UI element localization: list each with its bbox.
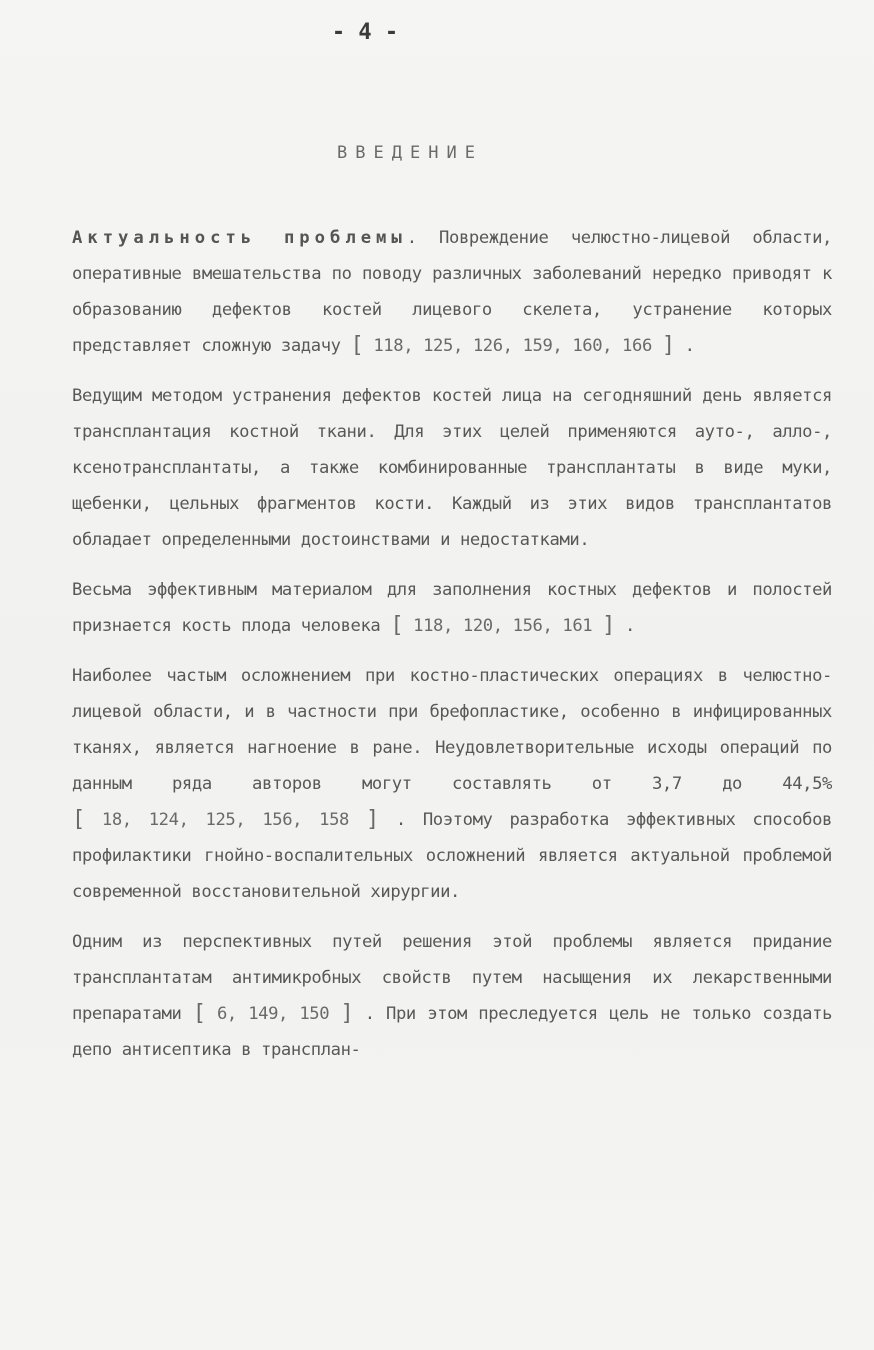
citation-refs: 18, 124, 125, 156, 158 xyxy=(101,810,349,830)
paragraph-text: Ведущим методом устранения дефектов костей лица на сегодняшний день является трансплантация костной ткани. Для этих целей применяются ауто-, алло-, ксенотрансплантаты, а также комбинированные трансплантаты в виде муки, щебенки, цельных фрагментов кости. Каждый из этих видов трансплантатов обладает определенными достоинствами и недостатками. xyxy=(72,386,832,550)
paragraph-perspective xyxy=(72,924,832,1068)
citation: [ 118, 125, 126, 159, 160, 166 ] xyxy=(350,333,675,358)
paragraph-relevance xyxy=(72,220,832,364)
citation-refs: 6, 149, 150 xyxy=(216,1004,330,1024)
paragraph-text: Наиболее частым осложнением при костно-пластических операциях в челюстно-лицевой области, и в частности при брефопластике, особенно в инфицированных тканях, является нагноение в ране. Неудовлетворительные исходы операций по данным ряда авторов могут составлять от 3,7 до 44,5% xyxy=(72,666,832,794)
section-heading: ВВЕДЕНИЕ xyxy=(337,143,483,163)
citation: [ 6, 149, 150 ] xyxy=(192,1001,354,1026)
paragraph-text: Одним из перспективных путей решения этой проблемы является придание трансплантатам антимикробных свойств путем насыщения их лекарственными препаратами xyxy=(72,932,832,1024)
paragraph-lead: Актуальность проблемы xyxy=(72,228,407,248)
paragraph-tail: . xyxy=(624,616,635,636)
paragraph-text: . Повреждение челюстно-лицевой области, оперативные вмешательства по поводу различных заболеваний нередко приводят к образованию дефектов костей лицевого скелета, устранение которых представляет сложную задачу xyxy=(72,228,832,356)
paragraph-methods xyxy=(72,378,832,558)
paragraph-text: Весьма эффективным материалом для заполнения костных дефектов и полостей признается кость плода человека xyxy=(72,580,832,636)
page-number: - 4 - xyxy=(331,20,399,45)
paragraph-tail: . xyxy=(684,336,695,356)
paragraph-complications xyxy=(72,658,832,910)
paragraph-tail: . Поэтому разработка эффективных способов профилактики гнойно-воспалительных осложнений является актуальной проблемой современной восстановительной хирургии. xyxy=(72,810,832,902)
citation: [ 118, 120, 156, 161 ] xyxy=(390,613,616,638)
paragraph-tail: . При этом преследуется цель не только создать депо антисептика в трансплан- xyxy=(72,1004,833,1060)
citation-refs: 118, 125, 126, 159, 160, 166 xyxy=(373,336,652,356)
citation-refs: 118, 120, 156, 161 xyxy=(413,616,593,636)
body-text xyxy=(72,220,832,1082)
citation: [ 18, 124, 125, 156, 158 ] xyxy=(72,807,379,832)
paragraph-fetal-bone xyxy=(72,572,832,644)
